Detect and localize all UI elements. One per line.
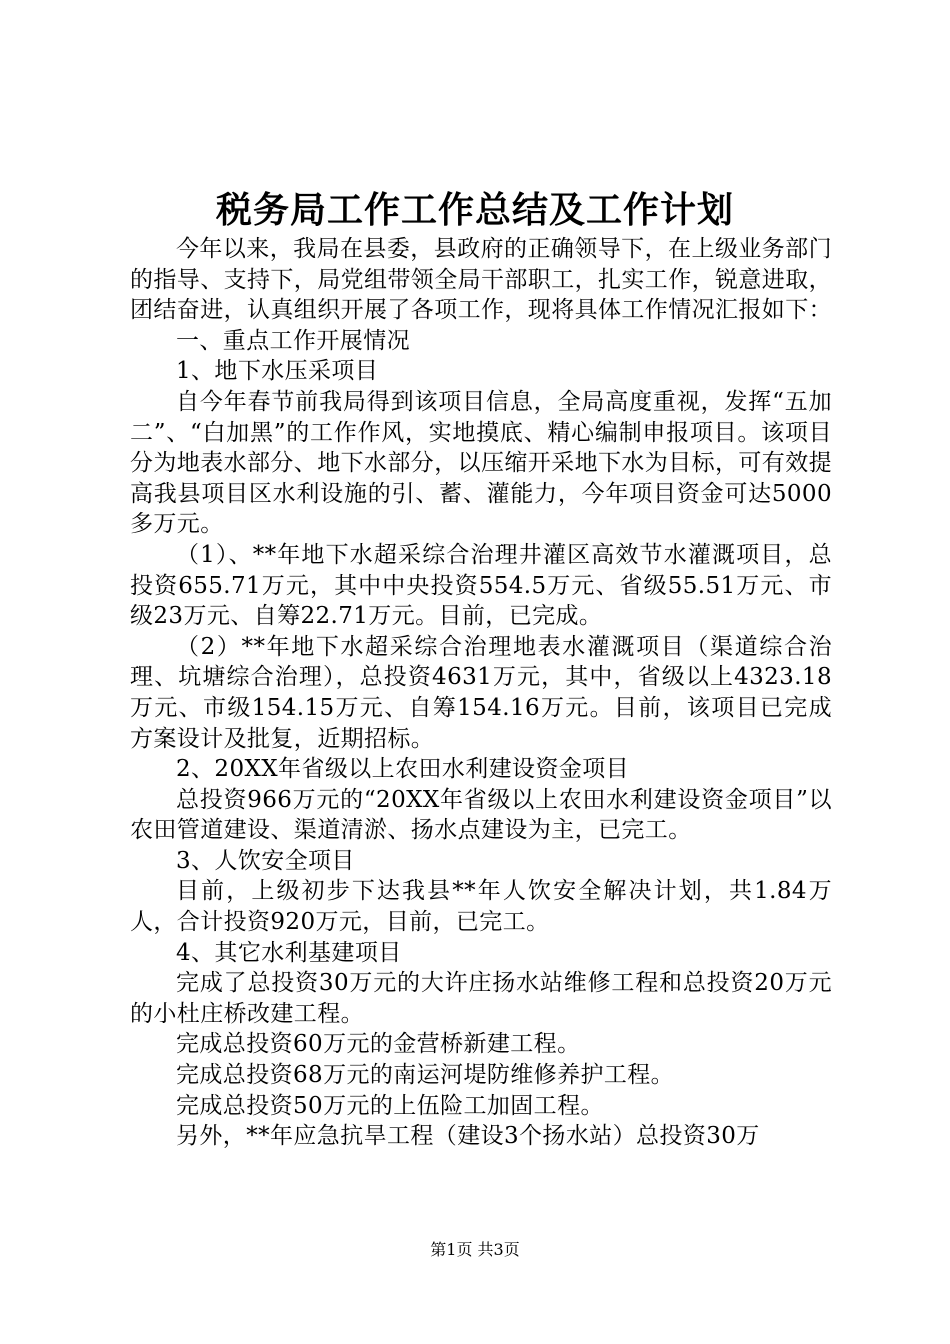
paragraph-item-4-a: 完成了总投资30万元的大许庄扬水站维修工程和总投资20万元的小杜庄桥改建工程。: [130, 970, 832, 1027]
paragraph-item-1-sub-2: （2）**年地下水超采综合治理地表水灌溉项目（渠道综合治理、坑塘综合治理），总投资4631万元，其中，省级以上4323.18万元、市级154.15万元、自筹154.16万元。目前，该项目已完成方案设计及批复，近期招标。: [130, 633, 832, 752]
heading-section-1: 一、重点工作开展情况: [176, 327, 410, 354]
paragraph-item-4-d: 完成总投资50万元的上伍险工加固工程。: [176, 1092, 604, 1119]
heading-item-4: 4、其它水利基建项目: [176, 939, 402, 966]
paragraph-item-1-sub-1: （1）、**年地下水超采综合治理井灌区高效节水灌溉项目，总投资655.71万元，其中中央投资554.5万元、省级55.51万元、市级23万元、自筹22.71万元。目前，已完成。: [130, 541, 832, 630]
paragraph-item-1: 自今年春节前我局得到该项目信息，全局高度重视，发挥“五加二”、“白加黑”的工作作风，实地摸底、精心编制申报项目。该项目分为地表水部分、地下水部分，以压缩开采地下水为目标，可有效提高我县项目区水利设施的引、蓄、灌能力，今年项目资金可达5000多万元。: [130, 388, 832, 538]
paragraph-item-3: 目前，上级初步下达我县**年人饮安全解决计划，共1.84万人，合计投资920万元，目前，已完工。: [130, 878, 832, 936]
paragraph-item-4-e: 另外，**年应急抗旱工程（建设3个扬水站）总投资30万: [176, 1123, 760, 1150]
document-title: 税务局工作工作总结及工作计划: [215, 189, 734, 231]
paragraph-item-4-c: 完成总投资68万元的南运河堤防维修养护工程。: [176, 1062, 675, 1089]
page-footer: 第1页 共3页: [430, 1240, 520, 1259]
heading-item-1: 1、地下水压采项目: [176, 358, 379, 385]
heading-item-2: 2、20XX年省级以上农田水利建设资金项目: [176, 756, 630, 783]
paragraph-intro: 今年以来，我局在县委，县政府的正确领导下，在上级业务部门的指导、支持下，局党组带领全局干部职工，扎实工作，锐意进取，团结奋进，认真组织开展了各项工作，现将具体工作情况汇报如下：: [130, 236, 832, 324]
paragraph-item-4-b: 完成总投资60万元的金营桥新建工程。: [176, 1031, 581, 1058]
heading-item-3: 3、人饮安全项目: [176, 847, 355, 874]
paragraph-item-2: 总投资966万元的“20XX年省级以上农田水利建设资金项目”以农田管道建设、渠道清淤、扬水点建设为主，已完工。: [130, 786, 832, 844]
document-body: [130, 234, 832, 1152]
